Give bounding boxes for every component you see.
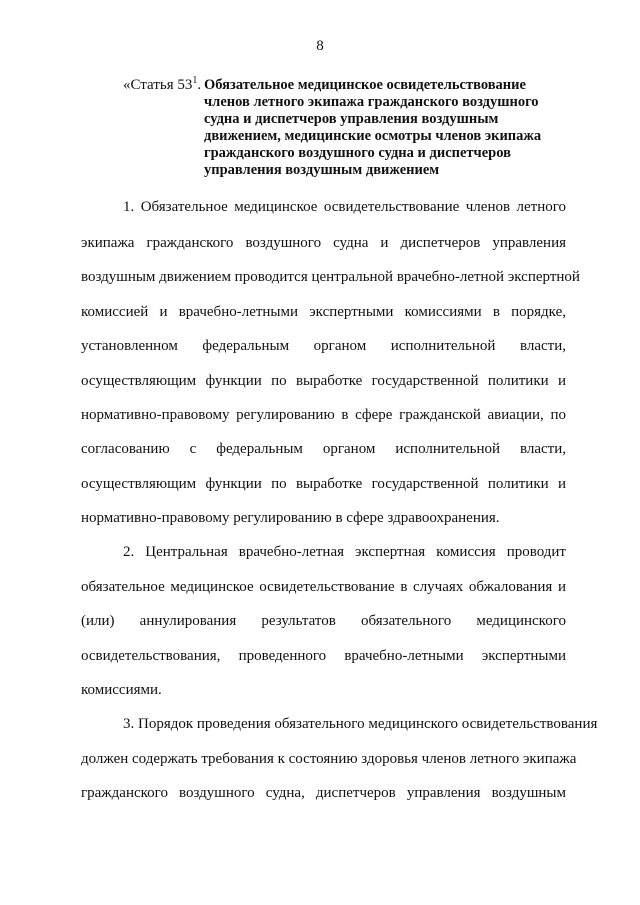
article-label-suffix: . [197,77,202,93]
paragraph-line: освидетельствования, проведенного врачебно-летными экспертными [81,648,566,664]
paragraph-line: (или) аннулирования результатов обязательного медицинского [81,613,566,629]
article-label-superscript: 1 [192,75,198,86]
paragraph-line: комиссиями. [81,682,162,698]
paragraph-line: воздушным движением проводится центральной врачебно-летной экспертной [81,269,580,285]
article-title-line: управления воздушным движением [204,162,440,178]
article-title-line: членов летного экипажа гражданского воздушного [204,94,539,110]
paragraph-line: нормативно-правовому регулированию в сфере здравоохранения. [81,510,500,526]
paragraph-line: нормативно-правовому регулированию в сфере гражданской авиации, по [81,407,566,423]
page-number: 8 [316,38,324,54]
article-label [123,77,201,94]
paragraph-line: 3. Порядок проведения обязательного медицинского освидетельствования [123,716,598,732]
article-title-line: движением, медицинские осмотры членов экипажа [204,128,542,144]
paragraph-line: согласованию с федеральным органом исполнительной власти, [81,441,566,457]
paragraph-line: обязательное медицинское освидетельствование в случаях обжалования и [81,579,566,595]
article-title-line: гражданского воздушного судна и диспетчеров [204,145,511,161]
paragraph-line: установленном федеральным органом исполнительной власти, [81,338,566,354]
paragraph-line: 2. Центральная врачебно-летная экспертная комиссия проводит [123,544,566,560]
article-title-line: судна и диспетчеров управления воздушным [204,111,499,127]
paragraph-line: гражданского воздушного судна, диспетчеров управления воздушным [81,785,566,801]
paragraph-line: 1. Обязательное медицинское освидетельствование членов летного [123,199,566,215]
paragraph-line: должен содержать требования к состоянию здоровья членов летного экипажа [81,751,577,767]
paragraph-line: экипажа гражданского воздушного судна и диспетчеров управления [81,235,566,251]
paragraph-line: осуществляющим функции по выработке государственной политики и [81,373,566,389]
article-title [204,77,544,179]
article-title-line: Обязательное медицинское освидетельствование [204,77,526,93]
paragraph-line: комиссией и врачебно-летными экспертными комиссиями в порядке, [81,304,566,320]
paragraph-line: осуществляющим функции по выработке государственной политики и [81,476,566,492]
article-label-prefix: «Статья 53 [123,77,193,93]
